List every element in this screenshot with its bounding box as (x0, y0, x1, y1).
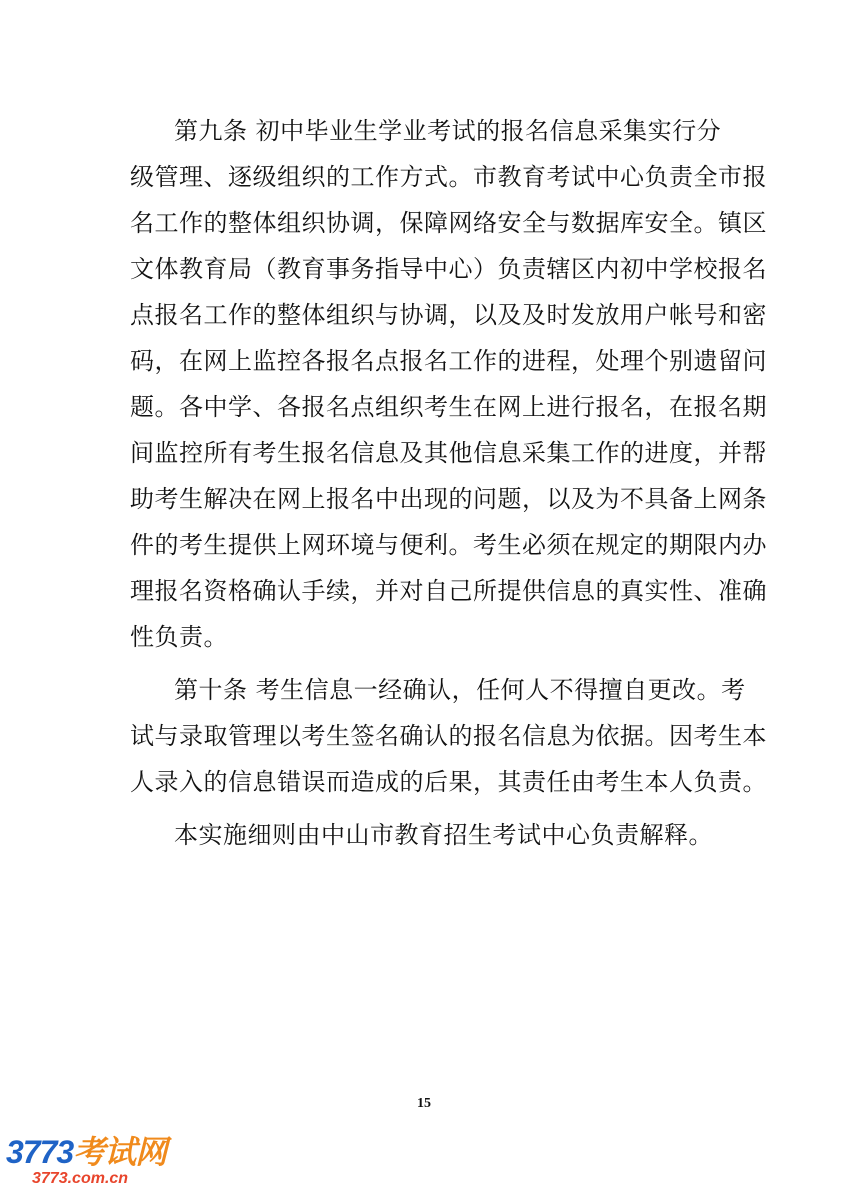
paragraph-article-10 (130, 667, 767, 805)
text-line: 题。各中学、各报名点组织考生在网上进行报名，在报名期 (130, 393, 767, 421)
text-line: 名工作的整体组织协调，保障网络安全与数据库安全。镇区 (130, 209, 767, 237)
text-line: 文体教育局（教育事务指导中心）负责辖区内初中学校报名 (130, 255, 767, 283)
watermark-url: 3773.com.cn (32, 1170, 129, 1187)
watermark-title (6, 1134, 166, 1170)
text-line: 码，在网上监控各报名点报名工作的进程，处理个别遗留问 (130, 347, 767, 375)
text-line: 第十条 考生信息一经确认，任何人不得擅自更改。考 (174, 676, 746, 704)
paragraph-gap (130, 660, 714, 667)
text-line: 级管理、逐级组织的工作方式。市教育考试中心负责全市报 (130, 163, 767, 191)
text-line: 点报名工作的整体组织与协调，以及及时发放用户帐号和密 (130, 301, 767, 329)
page-number: 15 (417, 1096, 431, 1111)
paragraph-article-9 (130, 108, 767, 660)
watermark-number: 3773 (6, 1134, 74, 1170)
document-body (130, 108, 767, 858)
text-line: 件的考生提供上网环境与便利。考生必须在规定的期限内办 (130, 531, 767, 559)
watermark-site-name: 考试网 (73, 1134, 167, 1170)
text-line: 理报名资格确认手续，并对自己所提供信息的真实性、准确 (130, 577, 767, 605)
text-line: 试与录取管理以考生签名确认的报名信息为依据。因考生本 (130, 722, 767, 750)
text-line: 本实施细则由中山市教育招生考试中心负责解释。 (174, 821, 713, 849)
paragraph-gap (130, 805, 714, 812)
text-line: 人录入的信息错误而造成的后果，其责任由考生本人负责。 (130, 768, 767, 796)
text-line: 第九条 初中毕业生学业考试的报名信息采集实行分 (174, 117, 722, 145)
text-line: 性负责。 (130, 623, 228, 651)
text-line: 助考生解决在网上报名中出现的问题，以及为不具备上网条 (130, 485, 767, 513)
text-line: 间监控所有考生报名信息及其他信息采集工作的进度，并帮 (130, 439, 767, 467)
paragraph-interpretation (130, 812, 714, 858)
site-watermark-logo (6, 1134, 196, 1194)
